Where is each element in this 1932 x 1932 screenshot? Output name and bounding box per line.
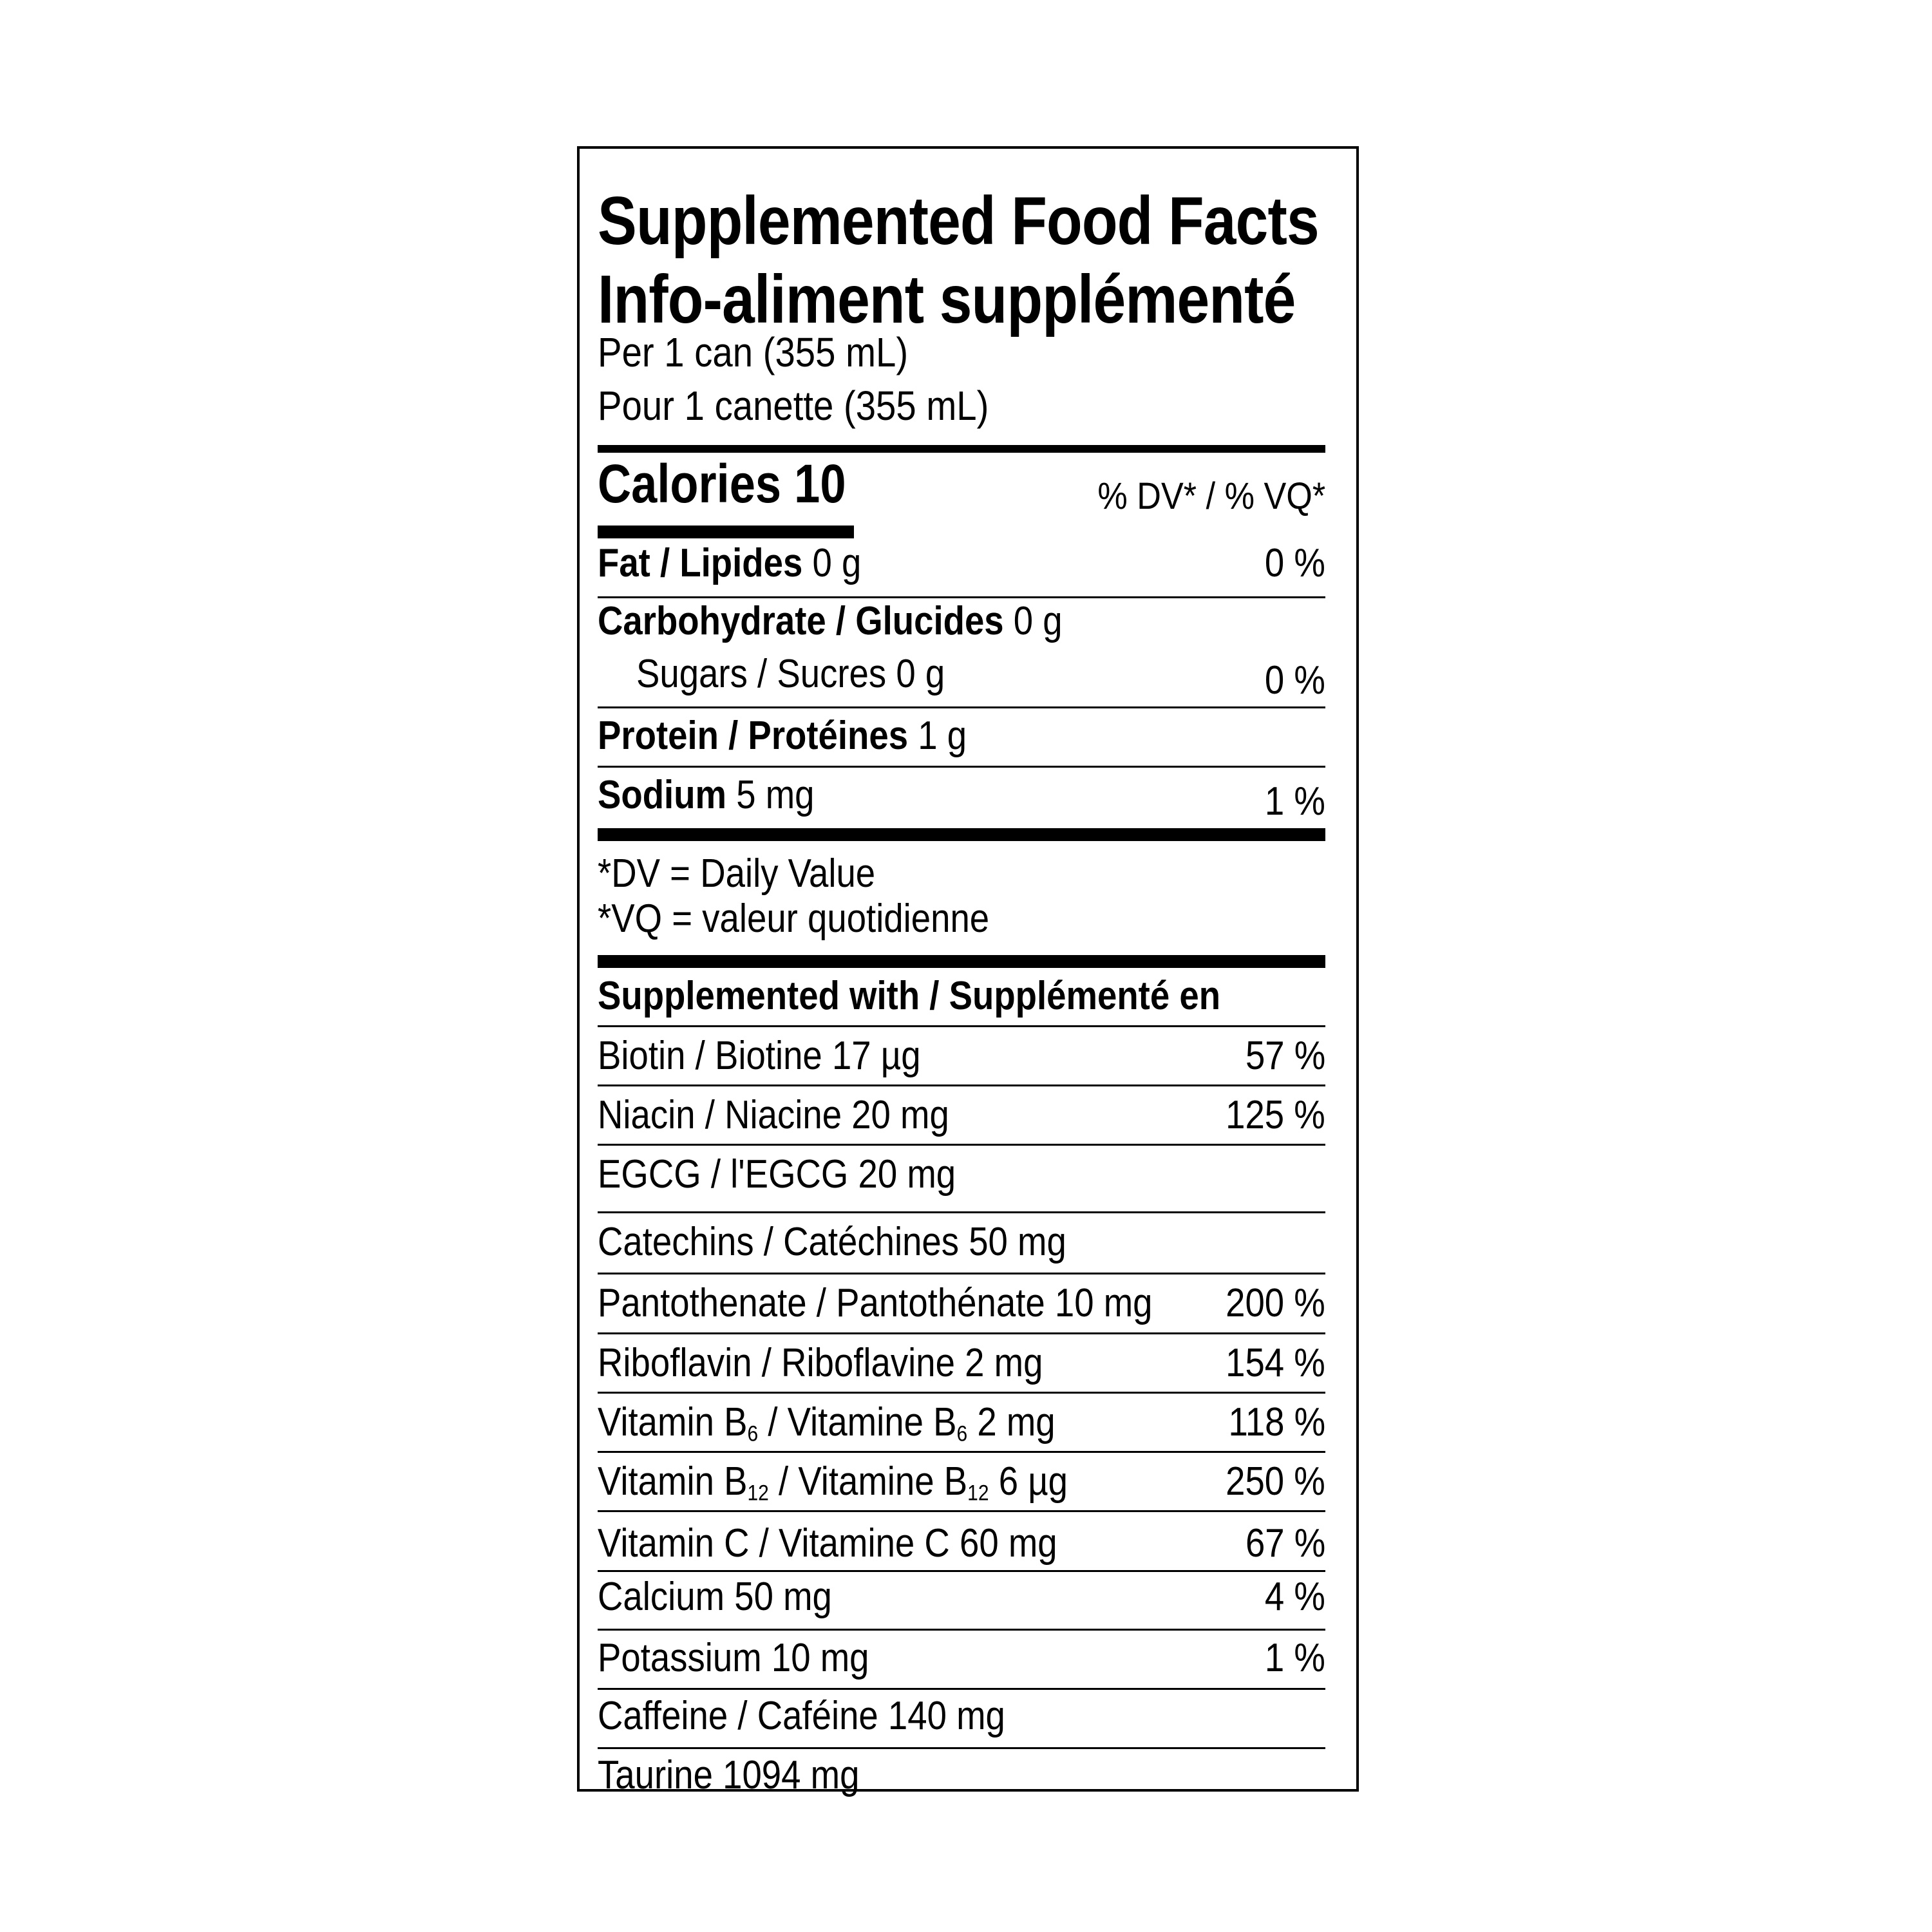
supplement-row-riboflavin	[598, 1335, 1325, 1392]
nutrient-name: Sodium	[598, 773, 727, 817]
supplement-label: Niacin / Niacine 20 mg	[598, 1093, 949, 1137]
supplement-row-potassium	[598, 1630, 1325, 1687]
supplement-row-vitamin-b12	[598, 1454, 1325, 1510]
supplement-label	[598, 1394, 1056, 1451]
supplement-label: Potassium 10 mg	[598, 1636, 869, 1680]
supplement-label	[598, 1454, 1068, 1510]
row-divider	[598, 1392, 1325, 1394]
supplement-label: EGCG / l'EGCG 20 mg	[598, 1152, 956, 1197]
nutrient-amount: 5 mg	[736, 773, 815, 817]
nutrient-amount: 0 g	[896, 652, 945, 696]
dv-header: % DV* / % VQ*	[1097, 475, 1325, 517]
supplement-label: Calcium 50 mg	[598, 1575, 832, 1619]
row-divider	[598, 1273, 1325, 1274]
nutrient-amount: 0 g	[1013, 599, 1063, 643]
supplement-row-vitamin-c	[598, 1515, 1325, 1572]
nutrient-row-protein	[598, 708, 1325, 764]
footnote-vq: *VQ = valeur quotidienne	[598, 896, 990, 941]
serving-size-french: Pour 1 canette (355 mL)	[598, 383, 989, 429]
supplement-dv: 250 %	[1226, 1459, 1325, 1504]
subscript: 12	[747, 1481, 769, 1506]
row-divider	[598, 1144, 1325, 1146]
supplement-dv: 1 %	[1264, 1636, 1325, 1680]
supplement-row-caffeine	[598, 1688, 1325, 1745]
supplement-dv: 57 %	[1245, 1034, 1325, 1078]
row-divider	[598, 1332, 1325, 1334]
supplement-dv: 67 %	[1245, 1521, 1325, 1566]
supplement-label: Pantothenate / Pantothénate 10 mg	[598, 1281, 1153, 1325]
nutrient-name: Sugars / Sucres	[636, 652, 887, 696]
label-part: / Vitamine B	[768, 1459, 968, 1504]
supplement-row-calcium	[598, 1569, 1325, 1625]
footnote-dv: *DV = Daily Value	[598, 851, 876, 896]
supplement-row-vitamin-b6	[598, 1394, 1325, 1451]
nutrient-row-carbohydrate	[598, 593, 1325, 650]
title-english: Supplemented Food Facts	[598, 183, 1319, 259]
subscript: 6	[747, 1421, 759, 1446]
supplement-dv: 154 %	[1226, 1341, 1325, 1385]
nutrient-row-fat	[598, 535, 1325, 592]
nutrient-row-sodium	[598, 767, 1325, 824]
subscript: 12	[967, 1481, 989, 1506]
supplement-row-egcg	[598, 1146, 1325, 1203]
supplement-row-taurine	[598, 1747, 1325, 1804]
label-part: Vitamin B	[598, 1459, 748, 1504]
nutrient-row-sugars	[598, 646, 1325, 703]
nutrient-dv: 1 %	[1264, 779, 1325, 824]
supplement-label: Vitamin C / Vitamine C 60 mg	[598, 1521, 1057, 1566]
thick-divider	[598, 955, 1325, 968]
title-french: Info-aliment supplémenté	[598, 261, 1296, 337]
row-divider	[598, 1451, 1325, 1453]
subscript: 6	[956, 1421, 968, 1446]
nutrition-facts-content	[598, 149, 1325, 1797]
supplement-label: Biotin / Biotine 17 µg	[598, 1034, 921, 1078]
label-part: Vitamin B	[598, 1400, 748, 1444]
nutrient-amount: 1 g	[918, 714, 967, 758]
supplement-dv: 125 %	[1226, 1093, 1325, 1137]
thick-divider	[598, 828, 1325, 841]
supplement-label: Catechins / Catéchines 50 mg	[598, 1220, 1066, 1264]
nutrient-dv: 0 %	[1264, 658, 1325, 703]
supplemented-header: Supplemented with / Supplémenté en	[598, 974, 1221, 1018]
supplement-label: Caffeine / Caféine 140 mg	[598, 1694, 1005, 1738]
nutrient-name: Carbohydrate / Glucides	[598, 599, 1004, 643]
serving-size-english: Per 1 can (355 mL)	[598, 329, 909, 375]
row-divider	[598, 1510, 1325, 1512]
nutrition-facts-table	[577, 146, 1359, 1797]
label-part: 6 µg	[989, 1459, 1068, 1504]
supplement-row-biotin	[598, 1028, 1325, 1084]
supplement-dv: 4 %	[1264, 1575, 1325, 1619]
row-divider	[598, 1084, 1325, 1086]
calories: Calories 10	[598, 453, 846, 514]
row-divider	[598, 1025, 1325, 1027]
nutrient-name: Protein / Protéines	[598, 714, 909, 758]
nutrient-amount: 0 g	[812, 541, 862, 585]
row-divider	[598, 1211, 1325, 1213]
label-part: 2 mg	[967, 1400, 1056, 1444]
supplement-dv: 118 %	[1228, 1400, 1325, 1444]
label-part: / Vitamine B	[758, 1400, 957, 1444]
supplement-label: Riboflavin / Riboflavine 2 mg	[598, 1341, 1043, 1385]
nutrient-dv: 0 %	[1264, 541, 1325, 585]
supplement-label: Taurine 1094 mg	[598, 1753, 860, 1797]
supplement-row-catechins	[598, 1214, 1325, 1271]
nutrient-name: Fat / Lipides	[598, 541, 803, 585]
supplement-row-niacin	[598, 1087, 1325, 1144]
supplement-row-pantothenate	[598, 1275, 1325, 1332]
supplement-dv: 200 %	[1226, 1281, 1325, 1325]
